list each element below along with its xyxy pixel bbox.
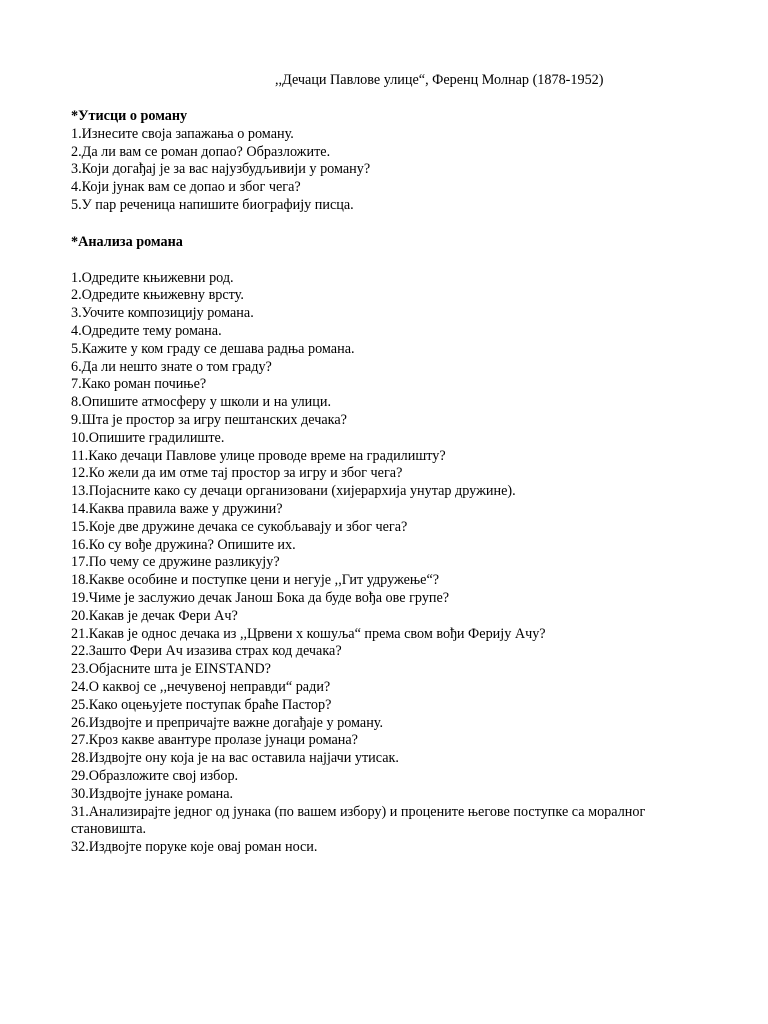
list-item: 25.Како оцењујете поступак браће Пастор? <box>71 696 332 713</box>
list-item: 29.Образложите свој избор. <box>71 767 239 784</box>
list-item: 3.Који догађај је за вас најузбудљивији у роману? <box>71 161 371 178</box>
impressions-heading: *Утисци о роману <box>71 108 188 124</box>
list-item: 27.Кроз какве авантуре пролазе јунаци романа? <box>71 732 358 749</box>
list-item: 21.Какав је однос дечака из ,,Црвени х кошуља“ према свом вођи Ферију Ачу? <box>71 625 546 642</box>
analysis-list <box>71 270 711 857</box>
list-item: 5.Кажите у ком граду се дешава радња романа. <box>71 340 355 357</box>
list-item: 32.Издвојте поруке које овај роман носи. <box>71 839 318 856</box>
list-item: 6.Да ли нешто знате о том граду? <box>71 358 272 375</box>
list-item: 22.Зашто Фери Ач изазива страх код дечака? <box>71 643 342 660</box>
list-item: 28.Издвојте ону која је на вас оставила најјачи утисак. <box>71 750 399 767</box>
list-item: 16.Ко су вође дружина? Опишите их. <box>71 536 296 553</box>
list-item: 12.Ко жели да им отме тај простор за игру и због чега? <box>71 465 403 482</box>
list-item: 13.Појасните како су дечаци организовани (хијерархија унутар дружине). <box>71 483 516 500</box>
list-item: 19.Чиме је заслужио дечак Јанош Бока да буде вођа ове групе? <box>71 589 450 606</box>
list-item: 31.Анализирајте једног од јунака (по вашем избору) и процените његове поступке са моралног становишта. <box>71 803 646 838</box>
list-item: 2.Да ли вам се роман допао? Образложите. <box>71 143 331 160</box>
list-item: 10.Опишите градилиште. <box>71 429 225 446</box>
list-item: 4.Који јунак вам се допао и због чега? <box>71 179 301 196</box>
list-item: 2.Одредите књижевну врсту. <box>71 287 244 304</box>
list-item: 17.По чему се дружине разликују? <box>71 554 280 571</box>
list-item: 8.Опишите атмосферу у школи и на улици. <box>71 394 332 411</box>
list-item: 1.Изнесите своја запажања о роману. <box>71 125 294 142</box>
list-item: 30.Издвојте јунаке романа. <box>71 785 234 802</box>
analysis-heading: *Анализа романа <box>71 234 183 250</box>
list-item: 24.О каквој се ,,нечувеној неправди“ ради? <box>71 678 331 695</box>
list-item: 7.Како роман почиње? <box>71 376 207 393</box>
impressions-section <box>71 108 711 215</box>
list-item: 3.Уочите композицију романа. <box>71 305 254 322</box>
list-item: 5.У пар реченица напишите биографију писца. <box>71 196 354 213</box>
list-item: 20.Какав је дечак Фери Ач? <box>71 607 238 624</box>
list-item: 15.Које две дружине дечака се сукобљавају и због чега? <box>71 518 408 535</box>
document-title: ,,Дечаци Павлове улице“, Ференц Молнар (1878-1952) <box>275 72 604 88</box>
list-item: 9.Шта је простор за игру пештанских дечака? <box>71 411 347 428</box>
list-item: 11.Како дечаци Павлове улице проводе време на градилишту? <box>71 447 446 464</box>
impressions-list <box>71 126 711 215</box>
list-item: 18.Какве особине и поступке цени и негује ,,Гит удружење“? <box>71 572 440 589</box>
list-item: 26.Издвојте и препричајте важне догађаје у роману. <box>71 714 384 731</box>
list-item: 23.Објасните шта је EINSTAND? <box>71 661 271 678</box>
list-item: 14.Каква правила важе у дружини? <box>71 500 283 517</box>
list-item: 1.Одредите књижевни род. <box>71 269 234 286</box>
analysis-section <box>71 234 711 857</box>
list-item: 4.Одредите тему романа. <box>71 322 222 339</box>
